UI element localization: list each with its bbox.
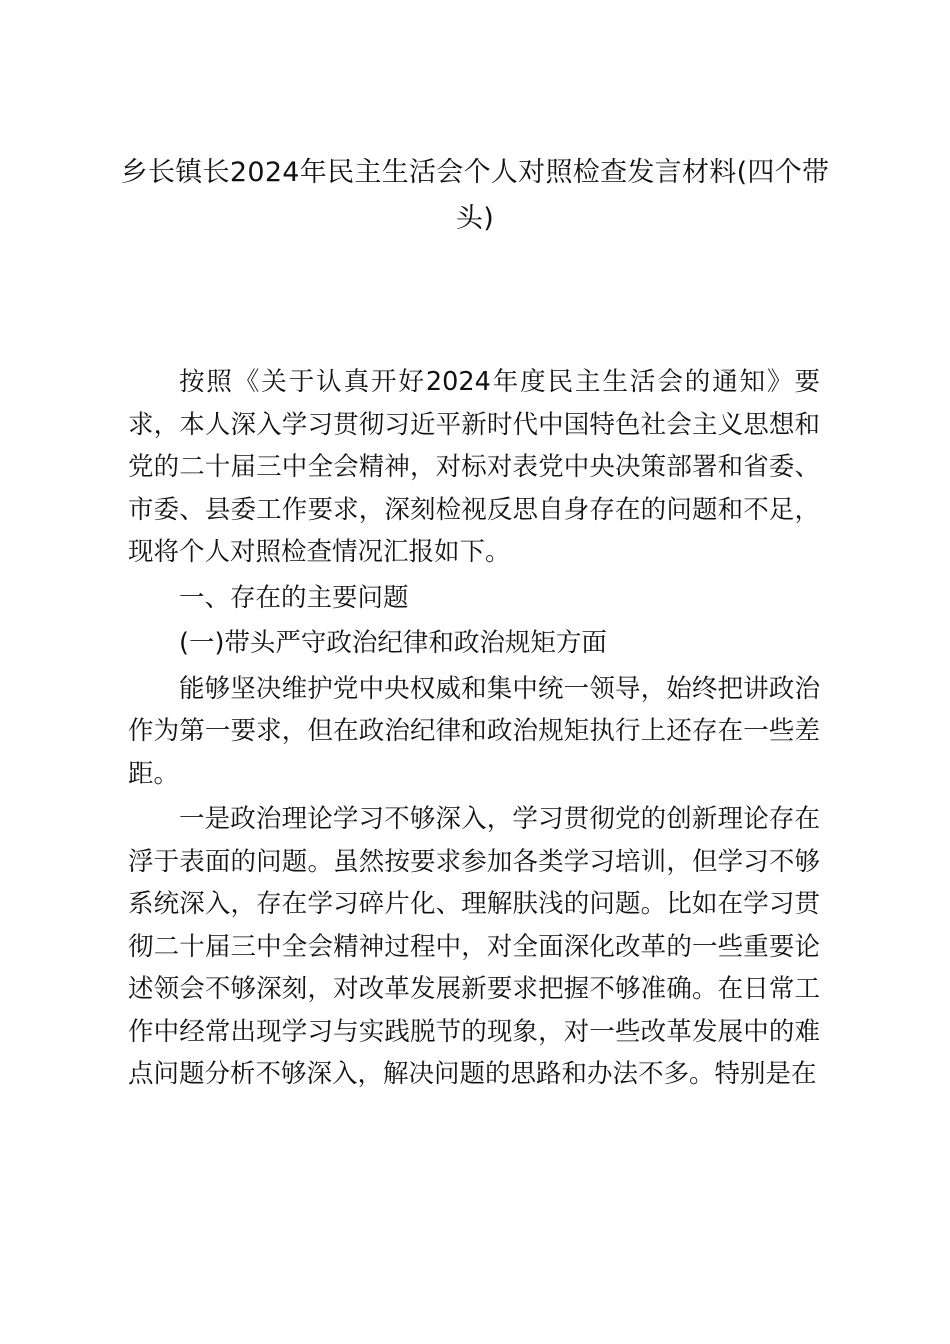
body-paragraph: 能够坚决维护党中央权威和集中统一领导，始终把讲政治作为第一要求，但在政治纪律和政治规矩执行上还存在一些差距。 — [128, 673, 820, 789]
section-heading: 一、存在的主要问题 — [179, 582, 409, 613]
intro-paragraph: 按照《关于认真开好2024年度民主生活会的通知》要求，本人深入学习贯彻习近平新时代中国特色社会主义思想和党的二十届三中全会精神，对标对表党中央决策部署和省委、市委、县委工作要求，深刻检视反思自身存在的问题和不足，现将个人对照检查情况汇报如下。 — [128, 367, 820, 567]
document-title: 乡长镇长2024年民主生活会个人对照检查发言材料(四个带头) — [120, 157, 830, 234]
body-paragraph: 一是政治理论学习不够深入，学习贯彻党的创新理论存在浮于表面的问题。虽然按要求参加各类学习培训，但学习不够系统深入，存在学习碎片化、理解肤浅的问题。比如在学习贯彻二十届三中全会精神过程中，对全面深化改革的一些重要论述领会不够深刻，对改革发展新要求把握不够准确。在日常工作中经常出现学习与实践脱节的现象，对一些改革发展中的难点问题分析不够深入，解决问题的思路和办法不多。特别是在 — [128, 804, 820, 1089]
subsection-heading: (一)带头严守政治纪律和政治规矩方面 — [179, 628, 607, 658]
document-body — [128, 361, 820, 1096]
